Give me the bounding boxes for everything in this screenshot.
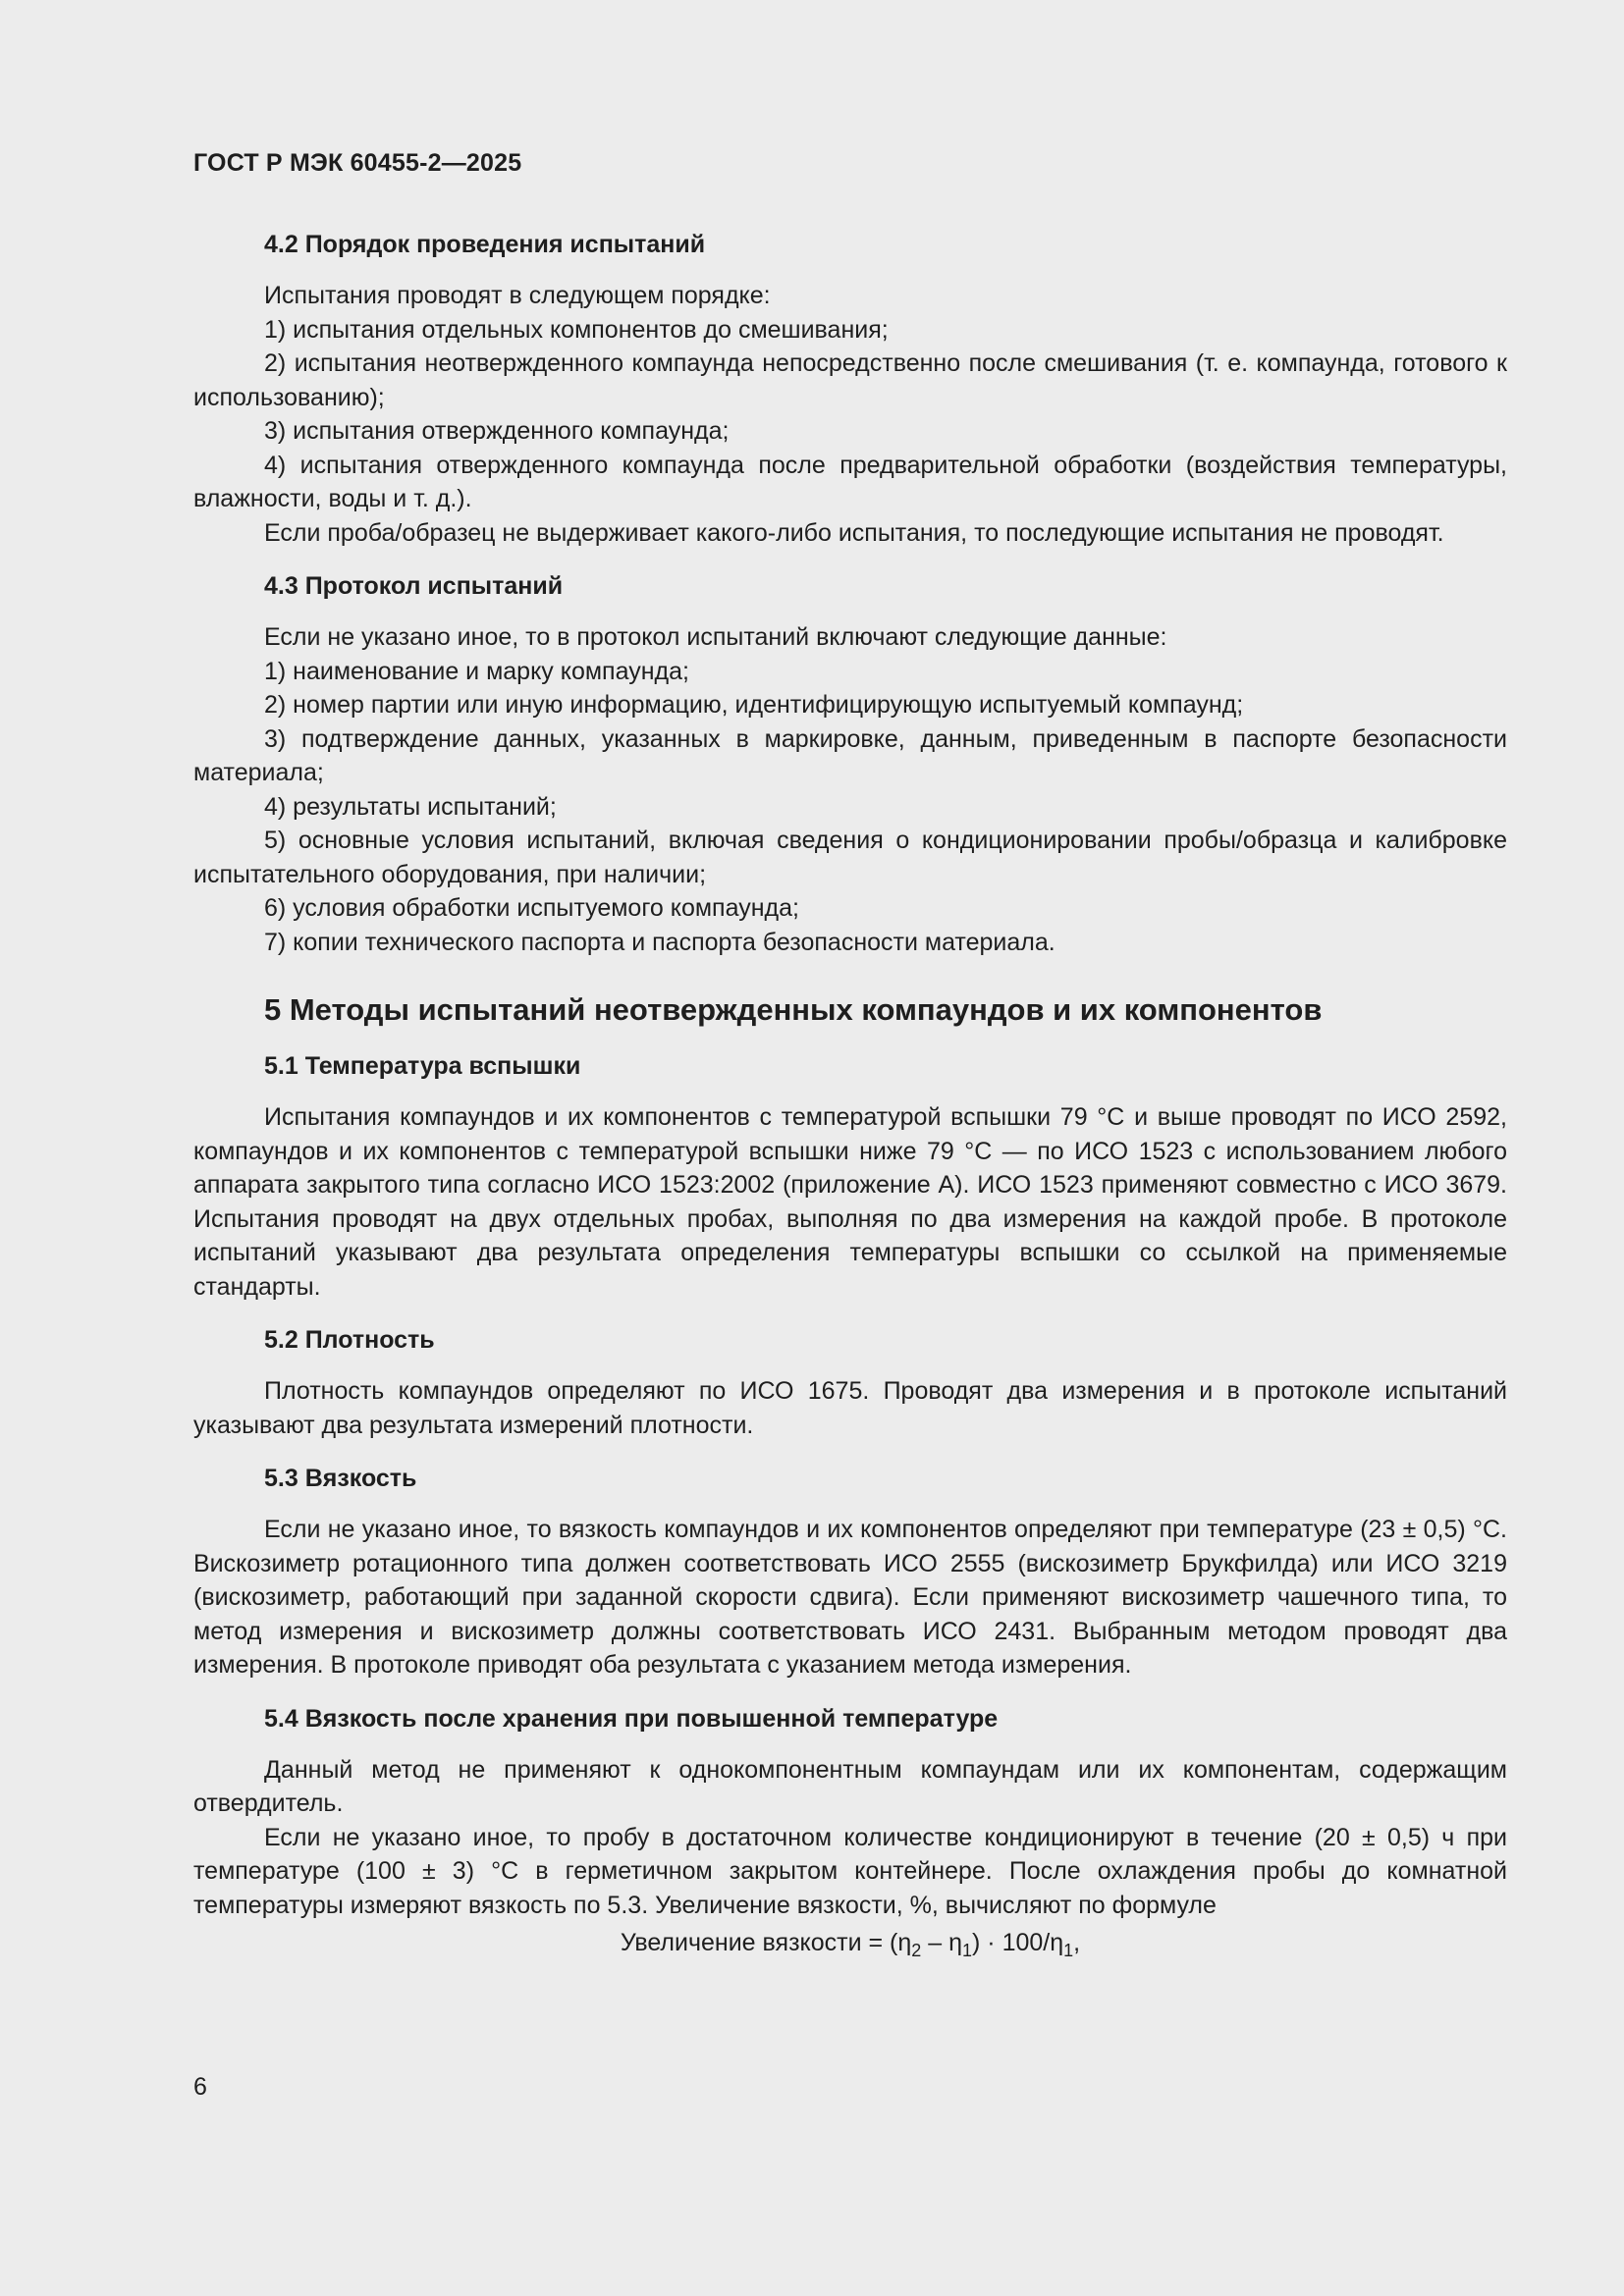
section-4-3-item: 7) копии технического паспорта и паспорта безопасности материала. (264, 928, 1056, 956)
section-4-2-item: 2) испытания неотвержденного компаунда непосредственно после смешивания (т. е. компаунда, готового к использованию); (193, 349, 1507, 411)
formula-lead: Увеличение вязкости = (η (620, 1929, 912, 1956)
document-header: ГОСТ Р МЭК 60455-2—2025 (193, 149, 522, 177)
section-4-3-item: 6) условия обработки испытуемого компаунда; (264, 894, 799, 922)
section-4-2-item: 1) испытания отдельных компонентов до смешивания; (264, 315, 889, 344)
formula-subscript: 1 (962, 1941, 973, 1960)
section-4-2-closing: Если проба/образец не выдерживает какого-либо испытания, то последующие испытания не проводят. (264, 518, 1444, 547)
section-4-2-intro: Испытания проводят в следующем порядке: (264, 282, 771, 309)
section-4-3-item: 1) наименование и марку компаунда; (264, 657, 689, 685)
section-4-3-item: 3) подтверждение данных, указанных в маркировке, данным, приведенным в паспорте безопасности материала; (193, 724, 1507, 786)
formula-tail: ) · 100/η (972, 1929, 1064, 1956)
formula-middle: – η (921, 1929, 963, 1956)
section-4-3-heading: 4.3 Протокол испытаний (264, 572, 564, 600)
section-5-3-text: Если не указано иное, то вязкость компаундов и их компонентов определяют при температуре (23 ± 0,5) °С. Вискозиметр ротационного типа должен соответствовать ИСО 2555 (вискозиметр Брукфилда) или ИСО 3219 (вискозиметр, работающий при заданной скорости сдвига). Если применяют вискозиметр чашечного типа, то метод измерения и вискозиметр должны соответствовать ИСО 2431. Выбранным методом проводят два измерения. В протоколе приводят оба результата с указанием метода измерения. (193, 1516, 1507, 1679)
formula-subscript: 1 (1063, 1941, 1074, 1960)
document-body (193, 228, 1507, 1960)
section-5-1-heading: 5.1 Температура вспышки (264, 1052, 581, 1080)
section-5-2-heading: 5.2 Плотность (264, 1326, 435, 1354)
formula-subscript: 2 (911, 1941, 922, 1960)
section-4-3-item: 5) основные условия испытаний, включая сведения о кондиционировании пробы/образца и калибровке испытательного оборудования, при наличии; (193, 827, 1507, 888)
viscosity-increase-formula (193, 1922, 1507, 1960)
section-5-1-text: Испытания компаундов и их компонентов с температурой вспышки 79 °С и выше проводят по ИСО 2592, компаундов и их компонентов с температурой вспышки ниже 79 °С — по ИСО 1523 с использованием любого аппарата закрытого типа согласно ИСО 1523:2002 (приложение А). ИСО 1523 применяют совместно с ИСО 3679. Испытания проводят на двух отдельных пробах, выполняя по два измерения на каждой пробе. В протоколе испытаний указывают два результата определения температуры вспышки со ссылкой на применяемые стандарты. (193, 1103, 1507, 1301)
section-4-2-heading: 4.2 Порядок проведения испытаний (264, 231, 706, 258)
section-5-4-paragraph-1: Данный метод не применяют к однокомпонентным компаундам или их компонентам, содержащим отвердитель. (193, 1755, 1507, 1817)
section-4-2-item: 3) испытания отвержденного компаунда; (264, 417, 730, 445)
section-5-heading: 5 Методы испытаний неотвержденных компаундов и их компонентов (264, 992, 1323, 1027)
section-5-3-heading: 5.3 Вязкость (264, 1465, 417, 1492)
formula-end: , (1073, 1929, 1081, 1956)
section-4-3-item: 2) номер партии или иную информацию, идентифицирующую испытуемый компаунд; (264, 691, 1244, 719)
page-number: 6 (193, 2073, 207, 2101)
section-5-4-heading: 5.4 Вязкость после хранения при повышенной температуре (264, 1704, 999, 1733)
section-5-4-paragraph-2: Если не указано иное, то пробу в достаточном количестве кондиционируют в течение (20 ± 0,5) ч при температуре (100 ± 3) °С в герметичном закрытом контейнере. После охлаждения пробы до комнатной температуры измеряют вязкость по 5.3. Увеличение вязкости, %, вычисляют по формуле (193, 1823, 1507, 1919)
section-4-2-item: 4) испытания отвержденного компаунда после предварительной обработки (воздействия температуры, влажности, воды и т. д.). (193, 451, 1507, 512)
section-4-3-intro: Если не указано иное, то в протокол испытаний включают следующие данные: (264, 623, 1167, 651)
section-4-3-item: 4) результаты испытаний; (264, 792, 557, 821)
section-5-2-text: Плотность компаундов определяют по ИСО 1675. Проводят два измерения и в протоколе испытаний указывают два результата измерений плотности. (193, 1377, 1507, 1439)
